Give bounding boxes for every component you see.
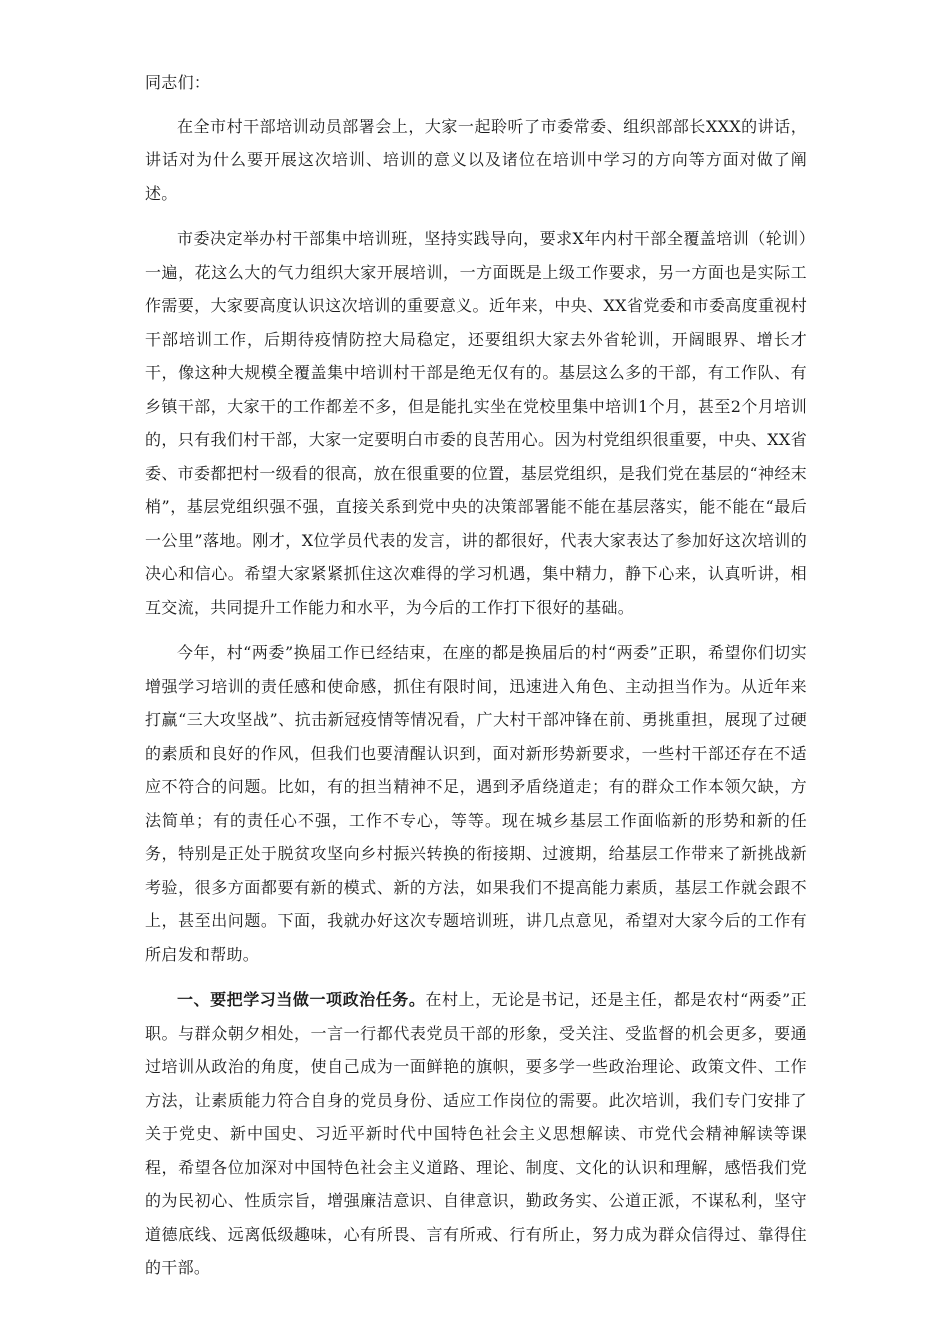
section-heading: 一、要把学习当做一项政治任务。 bbox=[177, 990, 426, 1009]
paragraph-intro bbox=[145, 110, 807, 211]
paragraph-text: 市委决定举办村干部集中培训班，坚持实践导向，要求X年内村干部全覆盖培训（轮训）一遍，花这么大的气力组织大家开展培训，一方面既是上级工作要求，另一方面也是实际工作需要，大家要高度认识这次培训的重要意义。近年来，中央、XX省党委和市委高度重视村干部培训工作，后期待疫情防控大局稳定，还要组织大家去外省轮训，开阔眼界、增长才干，像这种大规模全覆盖集中培训村干部是绝无仅有的。基层这么多的干部，有工作队、有乡镇干部，大家干的工作都差不多，但是能扎实坐在党校里集中培训1个月，甚至2个月培训的，只有我们村干部，大家一定要明白市委的良苦用心。因为村党组织很重要，中央、XX省委、市委都把村一级看的很高，放在很重要的位置，基层党组织，是我们党在基层的“神经末梢”，基层党组织强不强，直接关系到党中央的决策部署能不能在基层落实，能不能在“最后一公里”落地。刚才，X位学员代表的发言，讲的都很好，代表大家表达了参加好这次培训的决心和信心。希望大家紧紧抓住这次难得的学习机遇，集中精力，静下心来，认真听讲，相互交流，共同提升工作能力和水平，为今后的工作打下很好的基础。 bbox=[145, 229, 807, 617]
document-page bbox=[145, 66, 807, 1297]
greeting: 同志们： bbox=[145, 73, 211, 92]
paragraph-text: 在全市村干部培训动员部署会上，大家一起聆听了市委常委、组织部部长XXX的讲话，讲话对为什么要开展这次培训、培训的意义以及诸位在培训中学习的方向等方面对做了阐述。 bbox=[145, 116, 807, 203]
paragraph-new-situation bbox=[145, 636, 807, 971]
paragraph-text: 今年，村“两委”换届工作已经结束，在座的都是换届后的村“两委”正职，希望你们切实增强学习培训的责任感和使命感，抓住有限时间，迅速进入角色、主动担当作为。从近年来打赢“三大攻坚战”、抗击新冠疫情等情况看，广大村干部冲锋在前、勇挑重担，展现了过硬的素质和良好的作风，但我们也要清醒认识到，面对新形势新要求，一些村干部还存在不适应不符合的问题。比如，有的担当精神不足，遇到矛盾绕道走；有的群众工作本领欠缺，方法简单；有的责任心不强，工作不专心，等等。现在城乡基层工作面临新的形势和新的任务，特别是正处于脱贫攻坚向乡村振兴转换的衔接期、过渡期，给基层工作带来了新挑战新考验，很多方面都要有新的模式、新的方法，如果我们不提高能力素质，基层工作就会跟不上，甚至出问题。下面，我就办好这次专题培训班，讲几点意见，希望对大家今后的工作有所启发和帮助。 bbox=[145, 643, 807, 964]
paragraph-text: 在村上，无论是书记，还是主任，都是农村“两委”正职。与群众朝夕相处，一言一行都代表党员干部的形象，受关注、受监督的机会更多，要通过培训从政治的角度，使自己成为一面鲜艳的旗帜，要多学一些政治理论、政策文件、工作方法，让素质能力符合自身的党员身份、适应工作岗位的需要。此次培训，我们专门安排了关于党史、新中国史、习近平新时代中国特色社会主义思想解读、市党代会精神解读等课程，希望各位加深对中国特色社会主义道路、理论、制度、文化的认识和理解，感悟我们党的为民初心、性质宗旨，增强廉洁意识、自律意识，勤政务实、公道正派，不谋私利，坚守道德底线、远离低级趣味，心有所畏、言有所戒、行有所止，努力成为群众信得过、靠得住的干部。 bbox=[145, 990, 807, 1277]
paragraph-training-significance bbox=[145, 222, 807, 624]
paragraph-political-task bbox=[145, 983, 807, 1285]
